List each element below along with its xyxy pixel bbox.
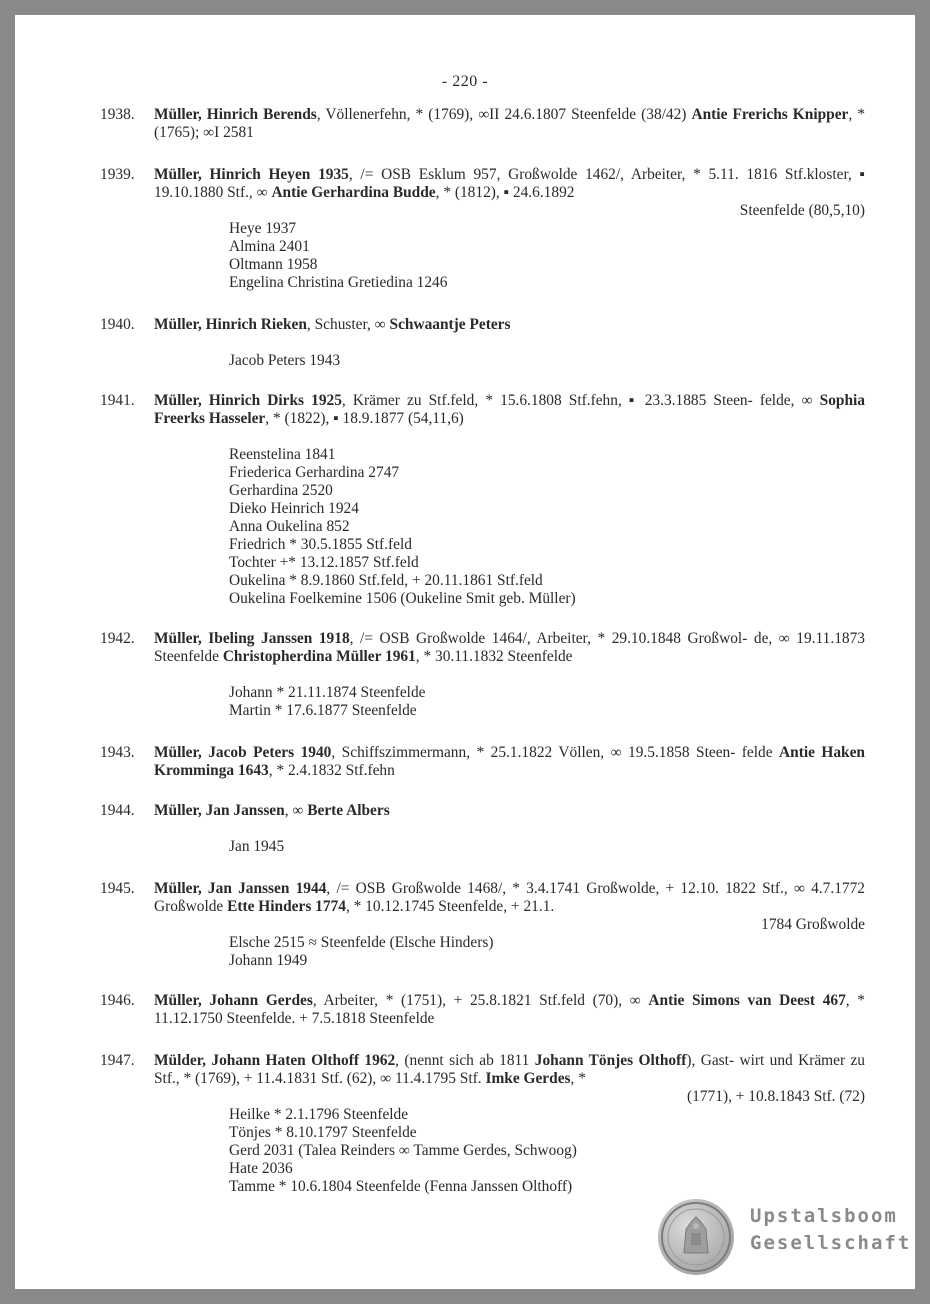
person-name: Müller, Johann Gerdes [154, 992, 313, 1009]
child-item: Tamme * 10.6.1804 Steenfelde (Fenna Janssen Olthoff) [229, 1178, 573, 1195]
entry-number: 1944. [100, 802, 135, 819]
genealogy-entry [100, 166, 865, 292]
person-name: Antie Gerhardina Budde [271, 184, 436, 201]
entry-text: ), Gast- wirt und Krämer zu Stf., * (1769), + 11.4.1831 Stf. (62), ∞ 11.4.1795 Stf. [154, 1052, 866, 1087]
document-page [15, 15, 915, 1289]
child-item: Heye 1937 [229, 220, 297, 237]
entry-text: , * (1822), ▪ 18.9.1877 (54,11,6) [265, 410, 464, 427]
child-item: Martin * 17.6.1877 Steenfelde [229, 702, 417, 719]
entry-heading [154, 392, 865, 428]
genealogy-entry [100, 630, 865, 720]
entry-number: 1942. [100, 630, 135, 647]
children-list [154, 684, 865, 720]
entry-number: 1941. [100, 392, 135, 409]
child-item: Hate 2036 [229, 1160, 293, 1177]
person-name: Antie Simons van Deest 467 [648, 992, 846, 1009]
entry-text: , /= OSB Großwolde 1468/, * 3.4.1741 Großwolde, + 12.10. 1822 Stf., ∞ 4.7.1772 Großwolde [154, 880, 865, 915]
society-name-line1: Upstalsboom [750, 1205, 898, 1227]
child-item: Gerd 2031 (Talea Reinders ∞ Tamme Gerdes, Schwoog) [229, 1142, 577, 1159]
entry-heading [154, 316, 865, 334]
genealogy-entry [100, 316, 865, 370]
entry-tail: Steenfelde (80,5,10) [739, 202, 865, 219]
genealogy-entry [100, 802, 865, 856]
child-item: Gerhardina 2520 [229, 482, 333, 499]
entry-text: , * [570, 1070, 586, 1087]
person-name: Schwaantje Peters [389, 316, 511, 333]
entry-text: , Schiffszimmermann, * 25.1.1822 Völlen, ∞ 19.5.1858 Steen- felde [331, 744, 780, 761]
person-name: Müller, Hinrich Rieken [154, 316, 307, 333]
person-name: Müller, Hinrich Dirks 1925 [154, 392, 342, 409]
entry-text: , * (1765); ∞I 2581 [154, 106, 866, 141]
society-logo [658, 1199, 912, 1279]
entry-text: , Krämer zu Stf.feld, * 15.6.1808 Stf.fehn, ▪ 23.3.1885 Steen- felde, ∞ [341, 392, 820, 409]
child-item: Anna Oukelina 852 [229, 518, 350, 535]
entry-text: , * 2.4.1832 Stf.fehn [268, 762, 395, 779]
children-list [154, 352, 865, 370]
child-item: Oltmann 1958 [229, 256, 318, 273]
person-name: Ette Hinders 1774 [227, 898, 346, 915]
child-item: Almina 2401 [229, 238, 310, 255]
genealogy-entry [100, 744, 865, 780]
entry-text: , /= OSB Esklum 957, Großwolde 1462/, Arbeiter, * 5.11. 1816 Stf.kloster, ▪ 19.10.1880 Stf., ∞ [154, 166, 865, 201]
children-list [154, 1106, 865, 1196]
entry-heading [154, 106, 865, 142]
entry-number: 1938. [100, 106, 135, 123]
entry-number: 1943. [100, 744, 135, 761]
person-name: Mülder, Johann Haten Olthoff 1962 [154, 1052, 396, 1069]
person-name: Sophia Freerks Hasseler [154, 392, 865, 427]
person-name: Müller, Jan Janssen 1944 [154, 880, 327, 897]
person-name: Müller, Jan Janssen [154, 802, 285, 819]
child-item: Jacob Peters 1943 [229, 352, 341, 369]
child-item: Friederica Gerhardina 2747 [229, 464, 400, 481]
entry-number: 1940. [100, 316, 135, 333]
entry-text: , Arbeiter, * (1751), + 25.8.1821 Stf.feld (70), ∞ [312, 992, 649, 1009]
entry-number: 1939. [100, 166, 135, 183]
person-name: Müller, Hinrich Berends [154, 106, 317, 123]
person-name: Imke Gerdes [485, 1070, 571, 1087]
children-list [154, 838, 865, 856]
child-item: Reenstelina 1841 [229, 446, 336, 463]
entry-text: , * 11.12.1750 Steenfelde. + 7.5.1818 Steenfelde [154, 992, 866, 1027]
entry-heading [154, 166, 865, 202]
child-item: Oukelina * 8.9.1860 Stf.feld, + 20.11.1861 Stf.feld [229, 572, 543, 589]
entry-tail: 1784 Großwolde [761, 916, 865, 933]
person-name: Müller, Ibeling Janssen 1918 [154, 630, 350, 647]
child-item: Jan 1945 [229, 838, 285, 855]
entry-heading [154, 1052, 865, 1088]
child-item: Johann 1949 [229, 952, 308, 969]
genealogy-entry [100, 392, 865, 608]
child-item: Johann * 21.11.1874 Steenfelde [229, 684, 426, 701]
child-item: Dieko Heinrich 1924 [229, 500, 359, 517]
person-name: Müller, Jacob Peters 1940 [154, 744, 332, 761]
entry-text: , Völlenerfehn, * (1769), ∞II 24.6.1807 Steenfelde (38/42) [316, 106, 692, 123]
seal-icon [658, 1199, 734, 1275]
child-item: Heilke * 2.1.1796 Steenfelde [229, 1106, 409, 1123]
genealogy-entry [100, 880, 865, 970]
person-name: Müller, Hinrich Heyen 1935 [154, 166, 349, 183]
entry-text: , * 10.12.1745 Steenfelde, + 21.1. [345, 898, 555, 915]
page-number: - 220 - [441, 73, 489, 90]
genealogy-entry [100, 1052, 865, 1196]
entry-text: , /= OSB Großwolde 1464/, Arbeiter, * 29.10.1848 Großwol- de, ∞ 19.11.1873 Steenfelde [154, 630, 865, 665]
person-name: Berte Albers [307, 802, 390, 819]
entry-list [100, 106, 865, 1216]
child-item: Tönjes * 8.10.1797 Steenfelde [229, 1124, 417, 1141]
person-name: Antie Frerichs Knipper [691, 106, 849, 123]
person-name: Johann Tönjes Olthoff [534, 1052, 687, 1069]
person-name: Christopherdina Müller 1961 [222, 648, 416, 665]
entry-number: 1945. [100, 880, 135, 897]
children-list [154, 220, 865, 292]
entry-heading [154, 744, 865, 780]
child-item: Friedrich * 30.5.1855 Stf.feld [229, 536, 412, 553]
entry-text: , * 30.11.1832 Steenfelde [415, 648, 573, 665]
entry-number: 1946. [100, 992, 135, 1009]
person-name: Antie Haken Kromminga 1643 [154, 744, 865, 779]
genealogy-entry [100, 992, 865, 1028]
genealogy-entry [100, 106, 865, 142]
entry-text: , Schuster, ∞ [306, 316, 390, 333]
entry-text: , ∞ [284, 802, 308, 819]
entry-heading [154, 992, 865, 1028]
child-item: Oukelina Foelkemine 1506 (Oukeline Smit geb. Müller) [229, 590, 576, 607]
children-list [154, 446, 865, 608]
entry-text: , * (1812), ▪ 24.6.1892 [435, 184, 575, 201]
entry-heading [154, 880, 865, 916]
children-list [154, 934, 865, 970]
entry-text: , (nennt sich ab 1811 [395, 1052, 535, 1069]
entry-number: 1947. [100, 1052, 135, 1069]
entry-heading [154, 630, 865, 666]
entry-tail: (1771), + 10.8.1843 Stf. (72) [687, 1088, 865, 1105]
child-item: Engelina Christina Gretiedina 1246 [229, 274, 448, 291]
child-item: Tochter +* 13.12.1857 Stf.feld [229, 554, 419, 571]
society-name-line2: Gesellschaft [750, 1232, 912, 1254]
entry-heading [154, 802, 865, 820]
child-item: Elsche 2515 ≈ Steenfelde (Elsche Hinders) [229, 934, 494, 951]
